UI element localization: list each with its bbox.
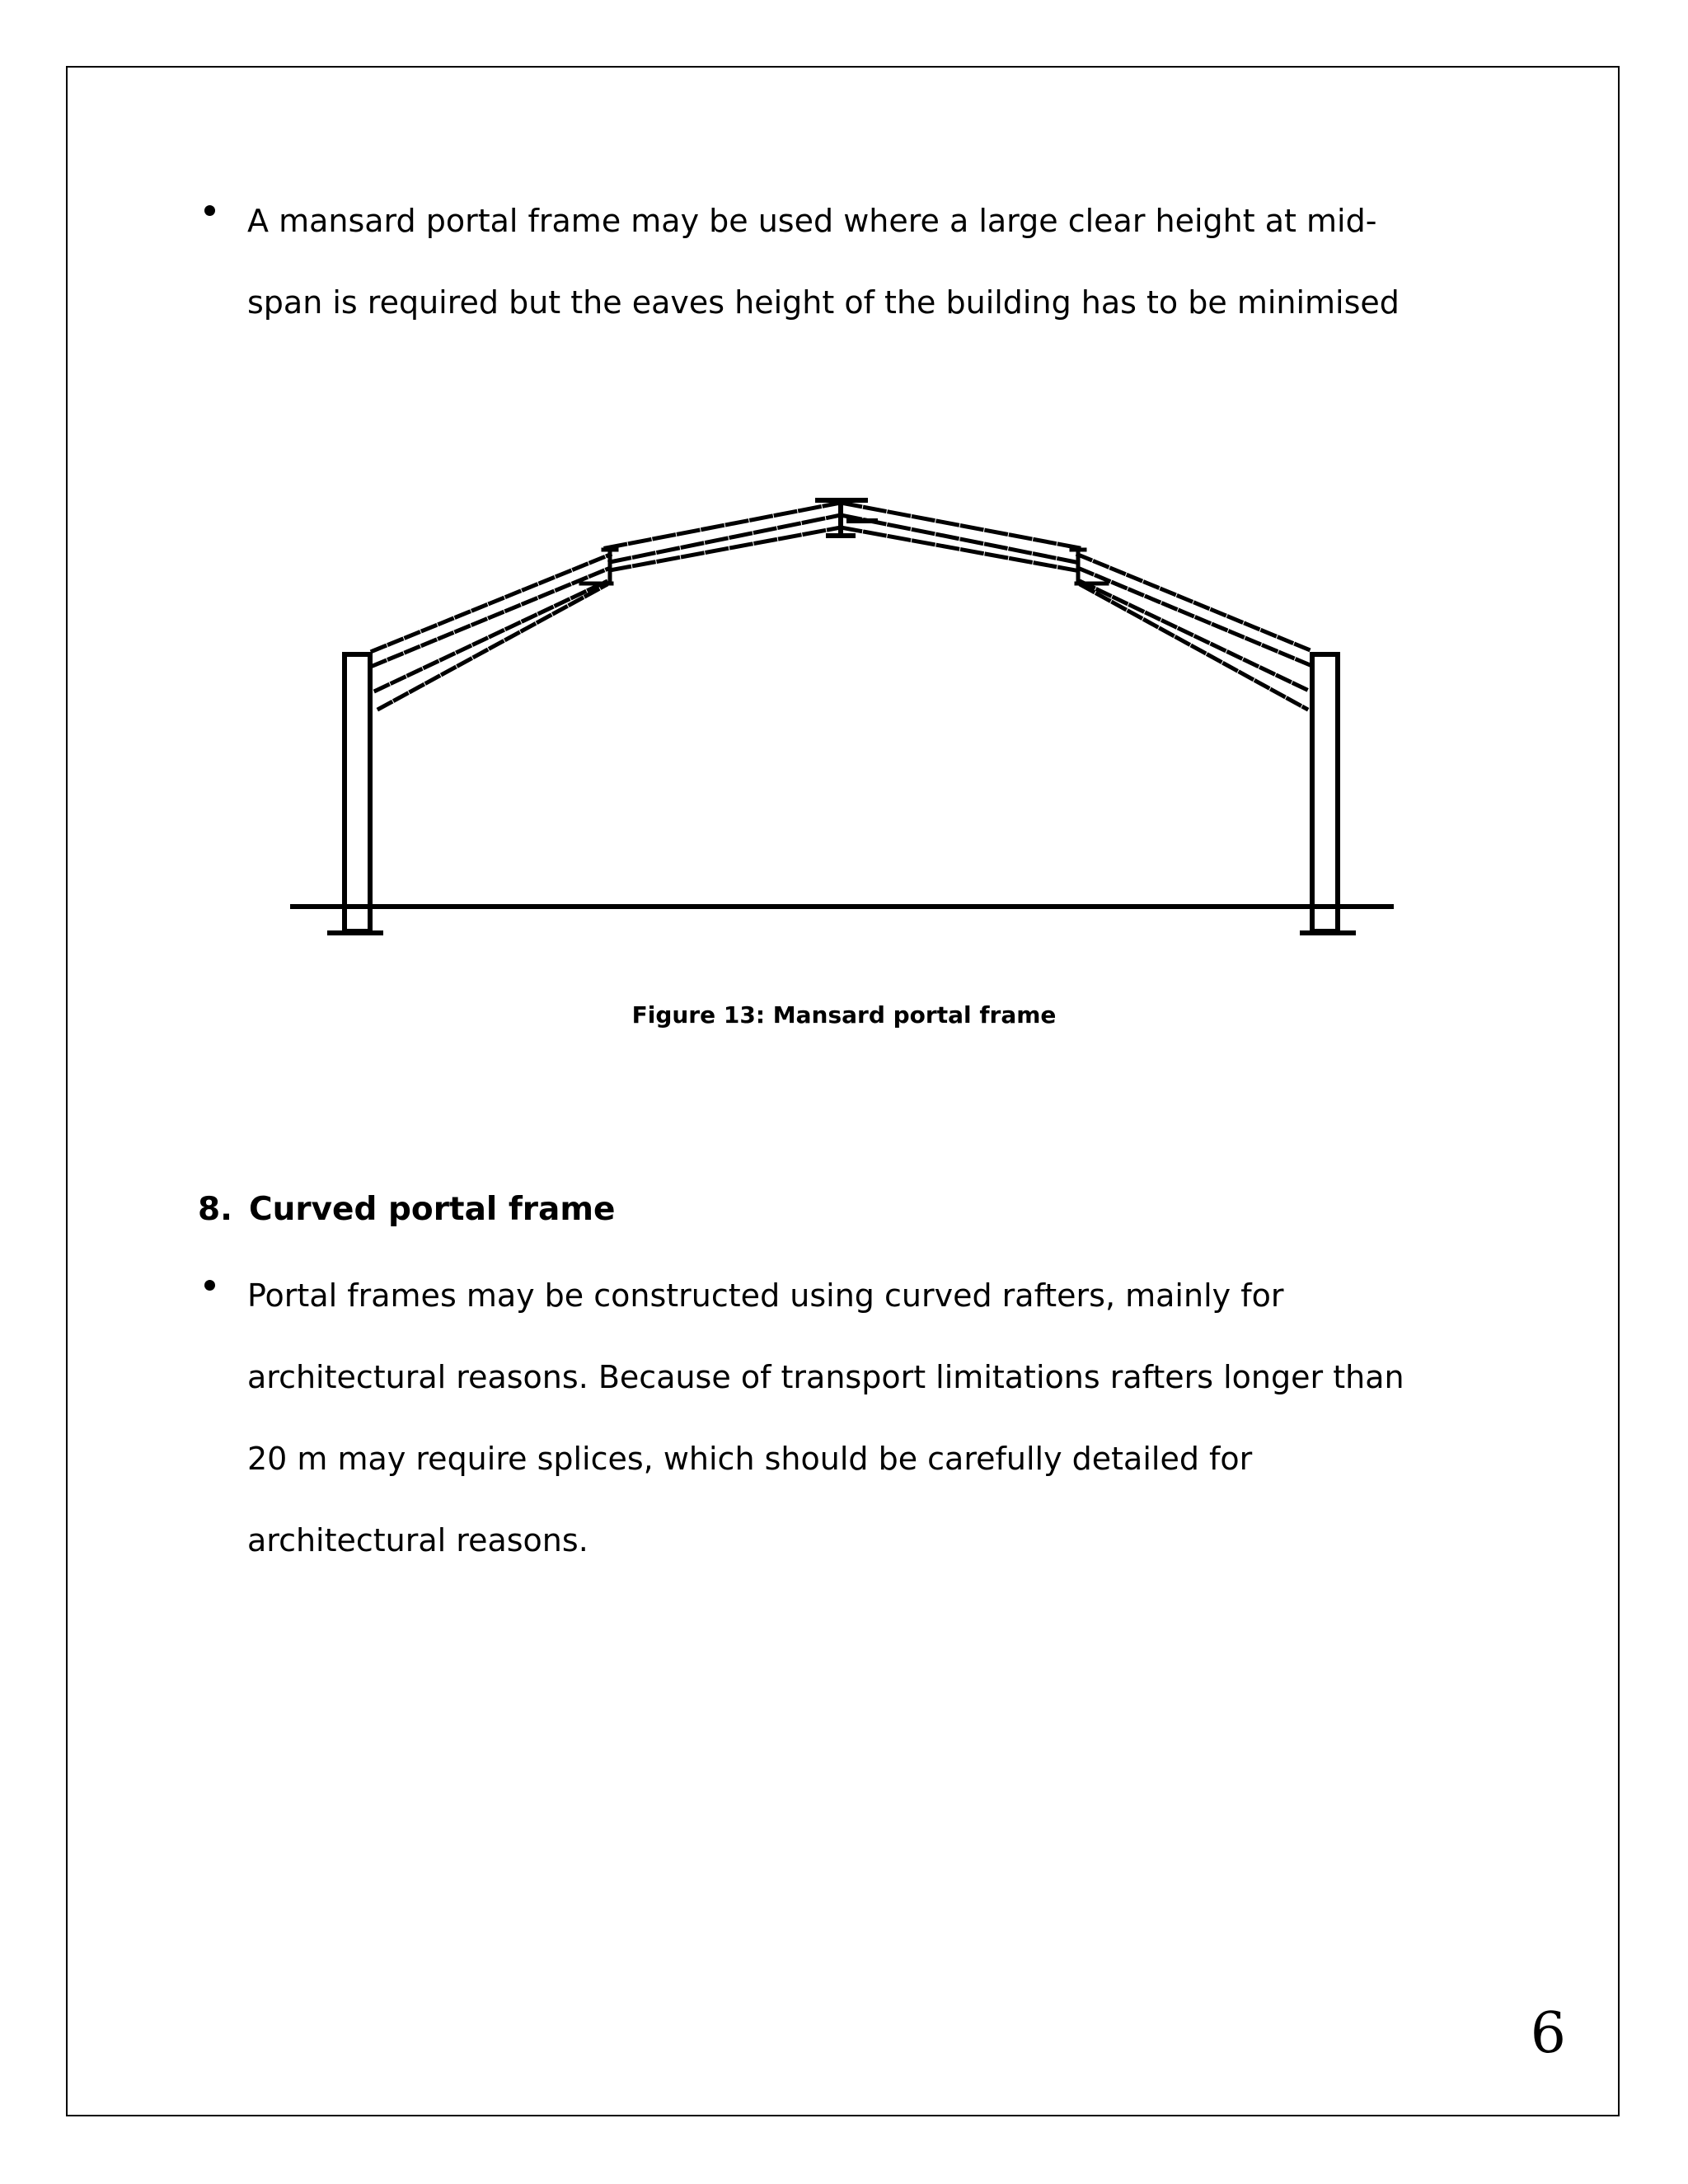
text-line: span is required but the eaves height of the building has to be minimised: [247, 284, 1400, 321]
left-column: [345, 654, 370, 931]
bullet-item-curved: [247, 1255, 1500, 1582]
section-title: Curved portal frame: [249, 1191, 616, 1228]
bullet-icon: [204, 1280, 215, 1291]
figure-caption: Figure 13: Mansard portal frame: [631, 1001, 1057, 1029]
left-lower-rafter: [373, 555, 610, 709]
text-line: A mansard portal frame may be used where a large clear height at mid-: [247, 203, 1377, 239]
text-line: 20 m may require splices, which should be carefully detailed for: [247, 1441, 1253, 1477]
text-line: Portal frames may be constructed using curved rafters, mainly for: [247, 1277, 1284, 1314]
text-line: architectural reasons.: [247, 1522, 588, 1558]
right-upper-rafter: [841, 503, 1080, 570]
section-number: 8.: [198, 1191, 232, 1228]
mansard-portal-frame-diagram: [0, 0, 1688, 989]
right-lower-rafter: [1078, 555, 1312, 709]
page-number: 6: [1530, 2001, 1566, 2066]
section-heading: [198, 1191, 615, 1228]
right-column: [1312, 654, 1338, 931]
bullet-text: [247, 1255, 1500, 1582]
left-upper-rafter: [606, 503, 841, 570]
text-line: architectural reasons. Because of transport limitations rafters longer than: [247, 1359, 1404, 1395]
